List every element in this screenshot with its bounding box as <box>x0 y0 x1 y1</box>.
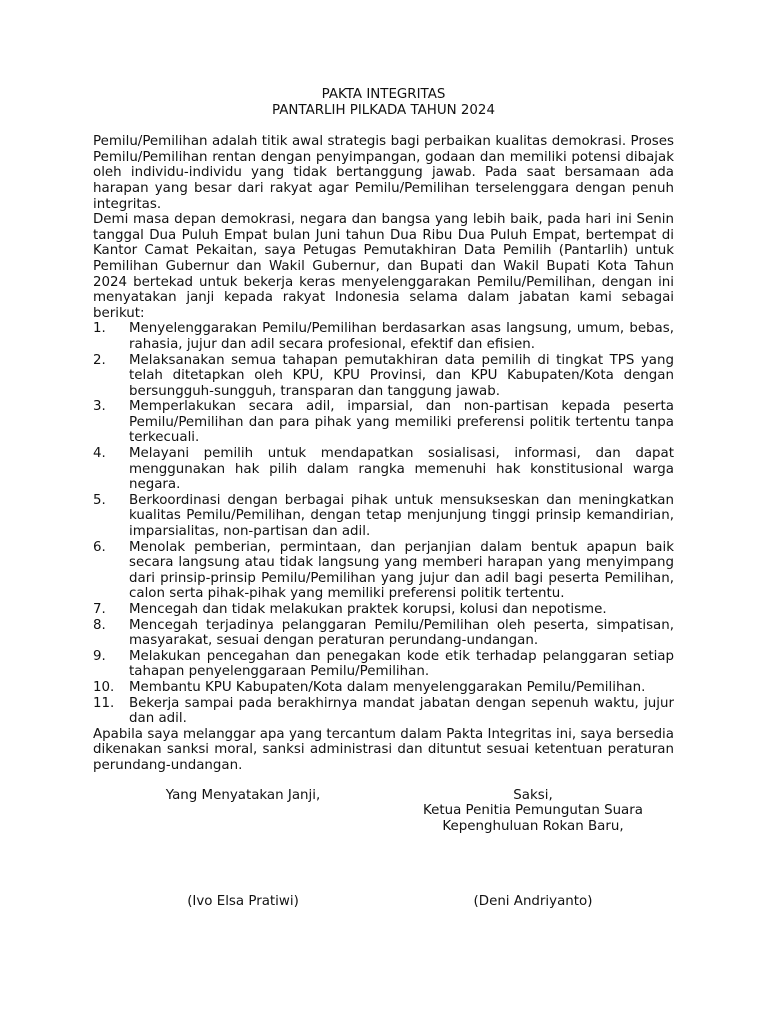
title-block <box>93 87 674 118</box>
pledge-number: 8. <box>93 617 106 633</box>
pledge-number: 4. <box>93 446 106 462</box>
pledge-text: Melakukan pencegahan dan penegakan kode etik terhadap pelanggaran setiap tahapan penyelenggaraan Pemilu/Pemilihan. <box>129 648 674 680</box>
declarant-name: (Ivo Elsa Pratiwi) <box>187 893 299 909</box>
closing-paragraph: Apabila saya melanggar apa yang tercantum dalam Pakta Integritas ini, saya bersedia dikenakan sanksi moral, sanksi administrasi dan dituntut sesuai ketentuan peraturan perundang-undangan. <box>93 726 674 773</box>
pledge-text: Melaksanakan semua tahapan pemutakhiran data pemilih di tingkat TPS yang telah ditetapkan oleh KPU, KPU Provinsi, dan KPU Kabupaten/Kota dengan bersungguh-sungguh, transparan dan tanggung jawab. <box>129 352 674 399</box>
document-title: PAKTA INTEGRITAS <box>321 87 446 102</box>
pledge-item <box>93 602 674 618</box>
document-page <box>93 87 674 928</box>
pledge-item <box>93 353 674 400</box>
pledge-number: 7. <box>93 602 106 617</box>
pledge-list <box>93 321 674 726</box>
declarant-label: Yang Menyatakan Janji, <box>165 787 321 803</box>
witness-label: Saksi, <box>513 787 553 803</box>
pledge-number: 1. <box>93 321 106 337</box>
pledge-item <box>93 618 674 649</box>
pledge-text: Menyelenggarakan Pemilu/Pemilihan berdasarkan asas langsung, umum, bebas, rahasia, jujur dan adil secara profesional, efektif dan efisien. <box>129 321 674 352</box>
pledge-item <box>93 540 674 602</box>
witness-organization: Kepenghuluan Rokan Baru, <box>442 818 624 834</box>
witness-name: (Deni Andriyanto) <box>473 893 593 909</box>
pledge-text: Mencegah dan tidak melakukan praktek korupsi, kolusi dan nepotisme. <box>129 602 607 617</box>
pledge-item <box>93 680 674 696</box>
witness-position: Ketua Penitia Pemungutan Suara <box>423 803 643 819</box>
pledge-number: 5. <box>93 492 106 508</box>
pledge-number: 2. <box>93 352 106 368</box>
pledge-number: 11. <box>93 695 115 711</box>
pledge-text: Berkoordinasi dengan berbagai pihak untuk mensukseskan dan meningkatkan kualitas Pemilu/Pemilihan, dengan tetap menjunjung tinggi prinsip kemandirian, imparsialitas, non-partisan dan adil. <box>129 492 674 540</box>
pledge-text: Melayani pemilih untuk mendapatkan sosialisasi, informasi, dan dapat menggunakan hak pilih dalam rangka memenuhi hak konstitusional warga negara. <box>129 446 674 493</box>
pledge-text: Menolak pemberian, permintaan, dan perjanjian dalam bentuk apapun baik secara langsung atau tidak langsung yang memberi harapan yang menyimpang dari prinsip-prinsip Pemilu/Pemilihan yang jujur dan adil bagi peserta Pemilihan, calon serta pihak-pihak yang memiliki preferensi politik tertentu. <box>129 539 674 602</box>
pledge-item <box>93 493 674 540</box>
document-subtitle: PANTARLIH PILKADA TAHUN 2024 <box>272 102 495 118</box>
signature-block <box>93 788 674 928</box>
intro-paragraph-1: Pemilu/Pemilihan adalah titik awal strategis bagi perbaikan kualitas demokrasi. Proses Pemilu/Pemilihan rentan dengan penyimpangan, godaan dan memiliki potensi dibajak oleh individu-individu yang tidak bertanggung jawab. Pada saat bersamaan ada harapan yang besar dari rakyat agar Pemilu/Pemilihan terselenggara dengan penuh integritas. <box>93 134 674 212</box>
pledge-item <box>93 446 674 493</box>
witness-signature <box>393 788 673 835</box>
pledge-item <box>93 696 674 727</box>
pledge-number: 9. <box>93 648 106 664</box>
pledge-number: 6. <box>93 539 106 555</box>
pledge-text: Bekerja sampai pada berakhirnya mandat jabatan dengan sepenuh waktu, jujur dan adil. <box>129 695 674 727</box>
pledge-text: Memperlakukan secara adil, imparsial, dan non-partisan kepada peserta Pemilu/Pemilihan dan para pihak yang memiliki preferensi politik tertentu tanpa terkecuali. <box>129 399 674 446</box>
declarant-signature <box>123 788 363 804</box>
pledge-item <box>93 321 674 352</box>
pledge-number: 10. <box>93 679 115 695</box>
pledge-item <box>93 399 674 446</box>
intro-paragraph-2: Demi masa depan demokrasi, negara dan bangsa yang lebih baik, pada hari ini Senin tanggal Dua Puluh Empat bulan Juni tahun Dua Ribu Dua Puluh Empat, bertempat di Kantor Camat Pekaitan, saya Petugas Pemutakhiran Data Pemilih (Pantarlih) untuk Pemilihan Gubernur dan Wakil Gubernur, dan Bupati dan Wakil Bupati Kota Tahun 2024 bertekad untuk bekerja keras menyelenggarakan Pemilu/Pemilihan, dengan ini menyatakan janji kepada rakyat Indonesia selama dalam jabatan kami sebagai berikut: <box>93 212 674 321</box>
pledge-text: Membantu KPU Kabupaten/Kota dalam menyelenggarakan Pemilu/Pemilihan. <box>129 679 646 695</box>
pledge-item <box>93 649 674 680</box>
pledge-number: 3. <box>93 399 106 415</box>
pledge-text: Mencegah terjadinya pelanggaran Pemilu/Pemilihan oleh peserta, simpatisan, masyarakat, sesuai dengan peraturan perundang-undangan. <box>129 617 674 649</box>
